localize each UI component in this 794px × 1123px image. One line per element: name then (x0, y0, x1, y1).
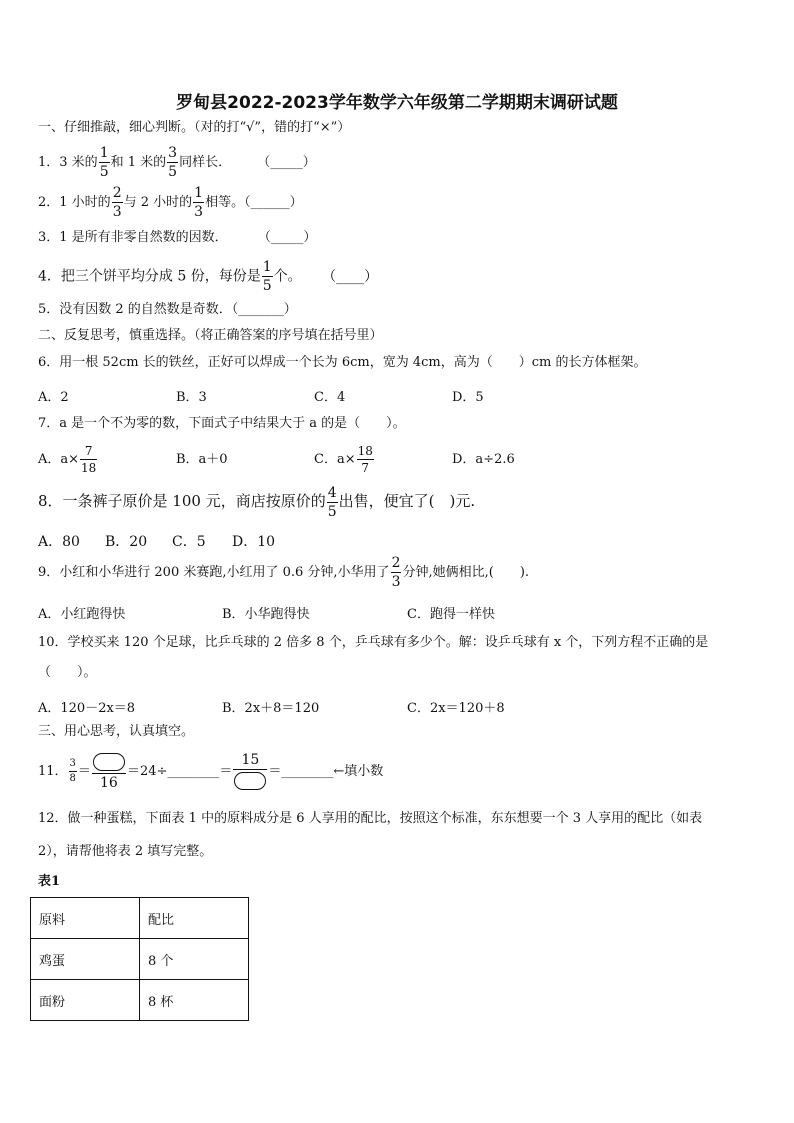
q11-text-b[interactable]: ＝24÷________＝ (126, 764, 233, 779)
q1-fraction-1: $\frac{1}{5}$ (99, 145, 109, 180)
q4-text-a: 4．把三个饼平均分成 5 份，每份是 (38, 268, 261, 285)
table-cell: 面粉 (31, 980, 140, 1021)
table-row (31, 980, 249, 1021)
question-4 (38, 260, 378, 293)
q6-option-b[interactable]: B．3 (176, 390, 207, 405)
table-row (31, 939, 249, 980)
q7-option-a[interactable]: A．a× $\frac{7}{18}$ (38, 444, 97, 475)
table-cell: 8 个 (140, 939, 249, 980)
q8-text-a: 8．一条裤子原价是 100 元，商店按原价的 (38, 492, 326, 510)
page-title: 罗甸县2022-2023学年数学六年级第二学期期末调研试题 (176, 93, 618, 113)
q8-option-a[interactable]: A．80 (38, 534, 80, 550)
q7-option-b[interactable]: B．a＋0 (176, 452, 228, 467)
q3-text: 3．1 是所有非零自然数的因数． (38, 230, 228, 245)
q9-text-b: 分钟,她俩相比,( ). (402, 565, 530, 580)
q2-fraction-1: $\frac{2}{3}$ (112, 185, 122, 220)
table-cell: 鸡蛋 (31, 939, 140, 980)
question-12-line-1: 12．做一种蛋糕，下面表 1 中的原料成分是 6 人享用的配比，按照这个标准，东东想要一个 3 人享用的配比（如表 (38, 811, 703, 826)
question-12-line-2: 2），请帮他将表 2 填写完整。 (38, 844, 213, 859)
q4-text-b: 个。 (273, 268, 302, 285)
section-3-heading: 三、用心思考，认真填空。 (38, 724, 195, 739)
question-10-line-2: （ ）。 (38, 665, 97, 680)
table-1-caption: 表1 (38, 874, 61, 889)
table-cell: 8 杯 (140, 980, 249, 1021)
question-10-line-1: 10．学校买来 120 个足球，比乒乓球的 2 倍多 8 个，乒乓球有多少个。解：设乒乓球有 x 个，下列方程不正确的是 (38, 635, 709, 650)
table-1 (30, 897, 249, 1021)
q11-fraction-2: 16 (92, 753, 126, 790)
q2-fraction-2: $\frac{1}{3}$ (194, 185, 204, 220)
question-5: 5．没有因数 2 的自然数是奇数．（_______） (38, 302, 297, 317)
q6-option-a[interactable]: A．2 (38, 390, 69, 405)
table-row (31, 898, 249, 939)
q10-option-b[interactable]: B．2x＋8＝120 (222, 701, 320, 716)
q4-answer-blank[interactable]: （____） (322, 268, 379, 285)
q11-denominator-blank[interactable] (234, 772, 266, 790)
question-6: 6．用一根 52cm 长的铁丝，正好可以焊成一个长为 6cm，宽为 4cm，高为（ ）cm 的长方体框架。 (38, 355, 647, 370)
q2-text-c[interactable]: 相等。（______） (205, 195, 303, 210)
q6-option-d[interactable]: D．5 (452, 390, 484, 405)
question-1 (38, 146, 316, 179)
q1-text-b: 和 1 米的 (110, 155, 167, 170)
q2-text-a: 2．1 小时的 (38, 195, 111, 210)
q11-label: 11． (38, 764, 68, 779)
q7-option-c-fraction: $\frac{18}{7}$ (357, 444, 373, 475)
q11-numerator-blank[interactable] (93, 753, 125, 771)
q10-option-a[interactable]: A．120－2x＝8 (38, 701, 136, 716)
q9-option-a[interactable]: A．小红跑得快 (38, 607, 126, 622)
table-cell: 原料 (31, 898, 140, 939)
q8-text-b: 出售，便宜了( )元. (338, 492, 476, 510)
q1-text-c: 同样长． (179, 155, 232, 170)
q11-fraction-1: $\frac{3}{8}$ (69, 758, 76, 784)
q8-option-b[interactable]: B．20 (105, 534, 148, 550)
question-11: 11． $\frac{3}{8}$ ＝ 16 ＝24÷________＝ 15 ＝________←填小数 (38, 752, 384, 791)
q7-option-c[interactable]: C．a× $\frac{18}{7}$ (314, 444, 373, 475)
question-8 (38, 485, 475, 519)
q6-option-c[interactable]: C．4 (314, 390, 346, 405)
q1-answer-blank[interactable]: （_____） (257, 155, 316, 170)
q10-option-c[interactable]: C．2x＝120＋8 (407, 701, 505, 716)
q3-answer-blank[interactable]: （_____） (257, 230, 317, 245)
q9-option-b[interactable]: B．小华跑得快 (222, 607, 310, 622)
section-1-heading: 一、仔细推敲，细心判断。（对的打“√”，错的打“×”） (38, 120, 351, 135)
section-2-heading: 二、反复思考，慎重选择。（将正确答案的序号填在括号里） (38, 328, 383, 343)
q8-option-d[interactable]: D．10 (232, 534, 276, 550)
q8-option-c[interactable]: C．5 (172, 534, 206, 550)
q7-option-d[interactable]: D．a÷2.6 (452, 452, 515, 467)
q9-text-a: 9．小红和小华进行 200 米赛跑,小红用了 0.6 分钟,小华用了 (38, 565, 390, 580)
table-cell: 配比 (140, 898, 249, 939)
q11-fraction-3: 15 (233, 753, 267, 790)
q2-text-b: 与 2 小时的 (123, 195, 193, 210)
q8-fraction: $\frac{4}{5}$ (327, 484, 337, 520)
q4-fraction: $\frac{1}{5}$ (262, 259, 272, 294)
q1-fraction-2: $\frac{3}{5}$ (168, 145, 178, 180)
q1-text-a: 1．3 米的 (38, 155, 98, 170)
question-7: 7．a 是一个不为零的数，下面式子中结果大于 a 的是（ ）。 (38, 416, 406, 431)
question-9 (38, 555, 529, 591)
q9-fraction: $\frac{2}{3}$ (391, 555, 401, 590)
q11-text-c[interactable]: ＝________←填小数 (268, 764, 384, 779)
q9-option-c[interactable]: C．跑得一样快 (407, 607, 495, 622)
question-2 (38, 186, 303, 219)
question-3 (38, 230, 316, 246)
q7-option-a-fraction: $\frac{7}{18}$ (81, 444, 97, 475)
